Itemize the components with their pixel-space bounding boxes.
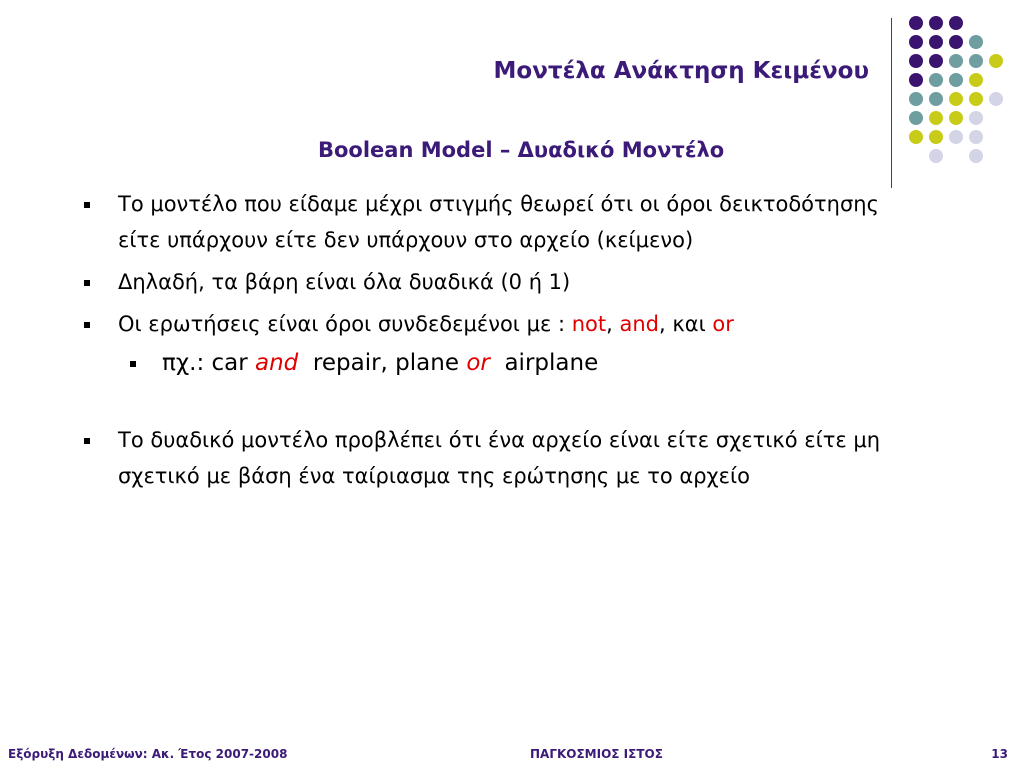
decorative-dot <box>929 92 943 106</box>
bullet-text: Το δυαδικό μοντέλο προβλέπει ότι ένα αρχείο είναι είτε σχετικό είτε μη σχετικό με βάση ένα ταίριασμα της ερώτησης με το αρχείο <box>118 428 881 488</box>
square-bullet-icon <box>84 322 90 328</box>
decorative-dot <box>969 92 983 106</box>
bullet-text: Το μοντέλο που είδαμε μέχρι στιγμής θεωρεί ότι οι όροι δεικτοδότησης είτε υπάρχουν είτε δεν υπάρχουν στο αρχείο (κείμενο) <box>118 192 879 252</box>
decorative-dot <box>929 111 943 125</box>
decorative-dot <box>969 130 983 144</box>
decorative-dot <box>969 35 983 49</box>
decorative-dot <box>969 73 983 87</box>
decorative-dot <box>909 16 923 30</box>
decorative-dot <box>949 16 963 30</box>
bullet-item <box>84 186 904 258</box>
square-bullet-icon <box>130 361 136 367</box>
decorative-dot <box>909 35 923 49</box>
decorative-dot <box>989 54 1003 68</box>
decorative-dot <box>929 73 943 87</box>
decorative-dot <box>909 111 923 125</box>
decorative-dot <box>909 130 923 144</box>
bullet-text: Δηλαδή, τα βάρη είναι όλα δυαδικά (0 ή 1) <box>118 270 571 294</box>
square-bullet-icon <box>84 202 90 208</box>
square-bullet-icon <box>84 280 90 286</box>
operator-and: and <box>619 312 659 336</box>
page-number: 13 <box>991 747 1008 761</box>
decorative-dot <box>969 54 983 68</box>
operator-and: and <box>255 350 299 376</box>
decorative-dot <box>929 149 943 163</box>
decorative-dot <box>949 35 963 49</box>
list-spacer <box>84 382 904 422</box>
decorative-dot <box>949 54 963 68</box>
bullet-item <box>84 422 904 494</box>
footer-left: Εξόρυξη Δεδομένων: Ακ. Έτος 2007-2008 <box>8 747 288 761</box>
decorative-dot <box>929 54 943 68</box>
decorative-dot <box>929 35 943 49</box>
separator: , <box>606 312 620 336</box>
footer-center: ΠΑΓΚΟΣΜΙΟΣ ΙΣΤΟΣ <box>530 747 663 761</box>
operator-or: or <box>466 350 490 376</box>
decorative-dot <box>949 130 963 144</box>
example-text: airplane <box>489 350 599 376</box>
decorative-dot <box>929 130 943 144</box>
operator-or: or <box>712 312 734 336</box>
example-text: πχ.: car <box>162 350 256 376</box>
decorative-dot <box>909 73 923 87</box>
bullet-item <box>84 306 904 342</box>
decorative-dot <box>949 73 963 87</box>
decorative-dot <box>949 92 963 106</box>
decorative-dot <box>969 149 983 163</box>
decorative-dot <box>929 16 943 30</box>
decorative-dot <box>949 111 963 125</box>
decorative-dot <box>989 92 1003 106</box>
square-bullet-icon <box>84 438 90 444</box>
separator: , και <box>659 312 713 336</box>
bullet-text-prefix: Οι ερωτήσεις είναι όροι συνδεδεμένοι με : <box>118 312 572 336</box>
example-text: repair, plane <box>298 350 467 376</box>
decorative-dot-grid <box>903 14 1013 164</box>
operator-not: not <box>571 312 607 336</box>
sub-bullet-item <box>84 344 904 382</box>
title-divider-line <box>891 18 892 188</box>
bullet-list <box>84 186 904 494</box>
decorative-dot <box>909 54 923 68</box>
slide-subtitle: Boolean Model – Δυαδικό Μοντέλο <box>318 138 725 162</box>
decorative-dot <box>909 92 923 106</box>
bullet-item <box>84 264 904 300</box>
decorative-dot <box>969 111 983 125</box>
slide-title: Μοντέλα Ανάκτηση Κειμένου <box>493 58 869 84</box>
